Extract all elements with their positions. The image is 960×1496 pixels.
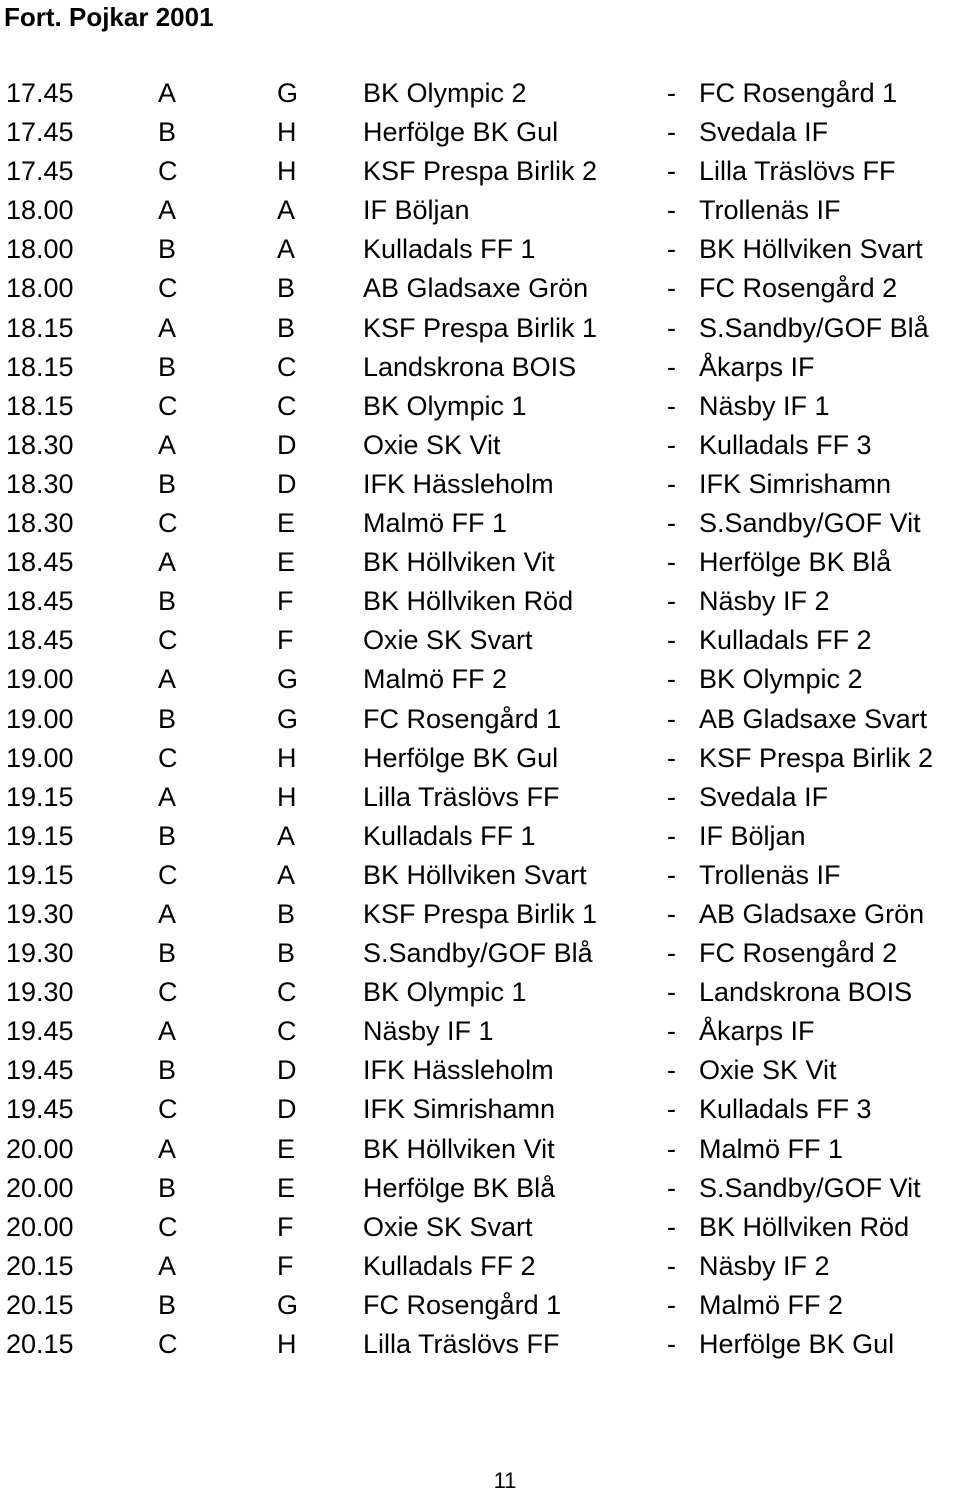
- match-group: F: [277, 586, 294, 617]
- match-separator: -: [667, 195, 676, 226]
- match-away-team: Trollenäs IF: [699, 195, 841, 226]
- match-separator: -: [667, 703, 676, 734]
- match-group: H: [277, 742, 297, 773]
- match-separator: -: [667, 234, 676, 265]
- match-time: 18.30: [6, 468, 74, 499]
- match-home-team: BK Höllviken Svart: [363, 859, 587, 890]
- match-time: 18.00: [6, 234, 74, 265]
- match-time: 19.30: [6, 938, 74, 969]
- match-time: 18.45: [6, 586, 74, 617]
- match-separator: -: [667, 625, 676, 656]
- match-time: 19.15: [6, 781, 74, 812]
- match-row: [0, 856, 960, 895]
- match-away-team: S.Sandby/GOF Blå: [699, 312, 929, 343]
- match-row: [0, 426, 960, 465]
- match-separator: -: [667, 742, 676, 773]
- match-field: B: [158, 938, 177, 969]
- match-away-team: Kulladals FF 3: [699, 1094, 872, 1125]
- match-away-team: Åkarps IF: [699, 1016, 815, 1047]
- match-field: C: [158, 508, 178, 539]
- match-field: B: [158, 468, 177, 499]
- match-field: A: [158, 1133, 177, 1164]
- match-home-team: FC Rosengård 1: [363, 1289, 562, 1320]
- match-group: B: [277, 312, 296, 343]
- match-away-team: Näsby IF 2: [699, 586, 830, 617]
- match-field: B: [158, 117, 177, 148]
- match-away-team: Näsby IF 2: [699, 1250, 830, 1281]
- match-away-team: IFK Simrishamn: [699, 468, 892, 499]
- match-away-team: FC Rosengård 1: [699, 78, 898, 108]
- match-field: A: [158, 429, 177, 460]
- match-row: [0, 1169, 960, 1208]
- match-group: G: [277, 703, 299, 734]
- match-time: 20.15: [6, 1329, 74, 1359]
- match-group: C: [277, 977, 297, 1008]
- match-row: [0, 387, 960, 426]
- match-home-team: BK Olympic 1: [363, 977, 527, 1008]
- match-row: [0, 1012, 960, 1051]
- match-field: C: [158, 1211, 178, 1242]
- match-field: C: [158, 156, 178, 187]
- match-separator: -: [667, 586, 676, 617]
- match-row: [0, 543, 960, 582]
- match-field: A: [158, 195, 177, 226]
- match-field: B: [158, 1172, 177, 1203]
- match-field: C: [158, 742, 178, 773]
- match-home-team: Näsby IF 1: [363, 1016, 494, 1047]
- match-away-team: AB Gladsaxe Grön: [699, 898, 925, 929]
- match-group: B: [277, 273, 296, 304]
- match-field: B: [158, 586, 177, 617]
- match-home-team: Kulladals FF 1: [363, 820, 536, 851]
- match-home-team: BK Höllviken Röd: [363, 586, 574, 617]
- match-away-team: Trollenäs IF: [699, 859, 841, 890]
- match-group: C: [277, 351, 297, 382]
- match-group: B: [277, 938, 296, 969]
- match-separator: -: [667, 351, 676, 382]
- match-away-team: Lilla Träslövs FF: [699, 156, 896, 187]
- match-group: H: [277, 156, 297, 187]
- match-separator: -: [667, 781, 676, 812]
- match-time: 19.00: [6, 742, 74, 773]
- match-home-team: AB Gladsaxe Grön: [363, 273, 589, 304]
- match-row: [0, 504, 960, 543]
- match-row: [0, 269, 960, 308]
- match-row: [0, 1286, 960, 1325]
- match-home-team: IFK Simrishamn: [363, 1094, 556, 1125]
- match-separator: -: [667, 1329, 676, 1359]
- match-field: A: [158, 312, 177, 343]
- match-time: 20.00: [6, 1211, 74, 1242]
- match-home-team: Herfölge BK Gul: [363, 117, 559, 148]
- match-row: [0, 817, 960, 856]
- match-time: 19.15: [6, 859, 74, 890]
- match-row: [0, 778, 960, 817]
- match-group: A: [277, 234, 296, 265]
- match-separator: -: [667, 977, 676, 1008]
- match-home-team: IF Böljan: [363, 195, 470, 226]
- match-time: 18.45: [6, 547, 74, 578]
- match-field: A: [158, 781, 177, 812]
- match-time: 19.15: [6, 820, 74, 851]
- match-time: 18.15: [6, 390, 74, 421]
- match-away-team: Kulladals FF 2: [699, 625, 872, 656]
- match-separator: -: [667, 1055, 676, 1086]
- match-home-team: IFK Hässleholm: [363, 1055, 554, 1086]
- match-away-team: BK Olympic 2: [699, 664, 863, 695]
- match-separator: -: [667, 547, 676, 578]
- match-row: [0, 1090, 960, 1129]
- match-field: A: [158, 664, 177, 695]
- match-home-team: Kulladals FF 1: [363, 234, 536, 265]
- match-field: B: [158, 1055, 177, 1086]
- match-row: [0, 191, 960, 230]
- match-home-team: Landskrona BOIS: [363, 351, 577, 382]
- match-away-team: FC Rosengård 2: [699, 273, 898, 304]
- match-time: 19.45: [6, 1016, 74, 1047]
- match-home-team: Kulladals FF 2: [363, 1250, 536, 1281]
- match-away-team: Näsby IF 1: [699, 390, 830, 421]
- match-field: C: [158, 390, 178, 421]
- match-time: 18.15: [6, 312, 74, 343]
- match-field: C: [158, 1329, 178, 1359]
- match-time: 18.30: [6, 429, 74, 460]
- match-field: C: [158, 625, 178, 656]
- match-field: A: [158, 78, 177, 108]
- match-away-team: Malmö FF 1: [699, 1133, 844, 1164]
- match-row: [0, 582, 960, 621]
- match-away-team: Kulladals FF 3: [699, 429, 872, 460]
- match-group: A: [277, 820, 296, 851]
- match-field: B: [158, 351, 177, 382]
- match-home-team: BK Höllviken Vit: [363, 1133, 555, 1164]
- match-time: 20.00: [6, 1133, 74, 1164]
- match-row: [0, 621, 960, 660]
- match-time: 20.15: [6, 1250, 74, 1281]
- match-home-team: Herfölge BK Gul: [363, 742, 559, 773]
- match-time: 19.45: [6, 1055, 74, 1086]
- match-home-team: KSF Prespa Birlik 1: [363, 312, 598, 343]
- match-time: 19.30: [6, 898, 74, 929]
- match-time: 18.00: [6, 195, 74, 226]
- match-group: H: [277, 1329, 297, 1359]
- page-number: 11: [493, 1468, 517, 1493]
- match-away-team: Herfölge BK Blå: [699, 547, 892, 578]
- match-separator: -: [667, 508, 676, 539]
- match-separator: -: [667, 78, 676, 108]
- match-group: E: [277, 1172, 296, 1203]
- match-home-team: FC Rosengård 1: [363, 703, 562, 734]
- match-separator: -: [667, 1016, 676, 1047]
- match-away-team: KSF Prespa Birlik 2: [699, 742, 934, 773]
- match-row: [0, 660, 960, 699]
- match-separator: -: [667, 1289, 676, 1320]
- match-row: [0, 1208, 960, 1247]
- match-away-team: AB Gladsaxe Svart: [699, 703, 928, 734]
- match-time: 18.15: [6, 351, 74, 382]
- match-group: F: [277, 625, 294, 656]
- match-group: D: [277, 1055, 297, 1086]
- match-field: B: [158, 234, 177, 265]
- match-time: 19.00: [6, 703, 74, 734]
- match-time: 17.45: [6, 78, 74, 108]
- match-schedule: [0, 74, 960, 1364]
- match-group: G: [277, 78, 299, 108]
- match-away-team: BK Höllviken Röd: [699, 1211, 910, 1242]
- match-home-team: S.Sandby/GOF Blå: [363, 938, 593, 969]
- match-row: [0, 1325, 960, 1364]
- match-field: C: [158, 859, 178, 890]
- match-away-team: FC Rosengård 2: [699, 938, 898, 969]
- match-separator: -: [667, 156, 676, 187]
- match-group: F: [277, 1250, 294, 1281]
- match-time: 17.45: [6, 117, 74, 148]
- match-away-team: Åkarps IF: [699, 351, 815, 382]
- match-group: E: [277, 547, 296, 578]
- match-away-team: Oxie SK Vit: [699, 1055, 837, 1086]
- match-home-team: Malmö FF 2: [363, 664, 508, 695]
- match-home-team: Malmö FF 1: [363, 508, 508, 539]
- match-row: [0, 152, 960, 191]
- match-field: A: [158, 1250, 177, 1281]
- match-group: B: [277, 898, 296, 929]
- match-separator: -: [667, 898, 676, 929]
- match-separator: -: [667, 1133, 676, 1164]
- match-separator: -: [667, 938, 676, 969]
- match-separator: -: [667, 273, 676, 304]
- match-time: 19.45: [6, 1094, 74, 1125]
- match-field: B: [158, 820, 177, 851]
- match-home-team: Herfölge BK Blå: [363, 1172, 556, 1203]
- match-row: [0, 739, 960, 778]
- match-field: C: [158, 273, 178, 304]
- match-group: D: [277, 468, 297, 499]
- match-field: C: [158, 1094, 178, 1125]
- match-row: [0, 1051, 960, 1090]
- match-time: 17.45: [6, 156, 74, 187]
- match-time: 18.45: [6, 625, 74, 656]
- match-time: 19.00: [6, 664, 74, 695]
- match-field: A: [158, 547, 177, 578]
- match-time: 18.30: [6, 508, 74, 539]
- match-home-team: Oxie SK Vit: [363, 429, 501, 460]
- match-group: D: [277, 1094, 297, 1125]
- match-separator: -: [667, 429, 676, 460]
- match-separator: -: [667, 664, 676, 695]
- match-separator: -: [667, 859, 676, 890]
- match-separator: -: [667, 1211, 676, 1242]
- match-time: 18.00: [6, 273, 74, 304]
- match-row: [0, 895, 960, 934]
- match-group: G: [277, 664, 299, 695]
- match-row: [0, 348, 960, 387]
- match-home-team: KSF Prespa Birlik 2: [363, 156, 598, 187]
- match-row: [0, 74, 960, 113]
- match-away-team: Svedala IF: [699, 117, 829, 148]
- page-title: Fort. Pojkar 2001: [4, 2, 214, 32]
- match-field: B: [158, 703, 177, 734]
- match-row: [0, 230, 960, 269]
- match-group: C: [277, 390, 297, 421]
- match-separator: -: [667, 468, 676, 499]
- match-away-team: Malmö FF 2: [699, 1289, 844, 1320]
- match-away-team: S.Sandby/GOF Vit: [699, 508, 921, 539]
- match-row: [0, 1130, 960, 1169]
- match-home-team: Oxie SK Svart: [363, 625, 533, 656]
- match-group: H: [277, 117, 297, 148]
- match-group: A: [277, 859, 296, 890]
- match-group: H: [277, 781, 297, 812]
- match-row: [0, 309, 960, 348]
- match-away-team: S.Sandby/GOF Vit: [699, 1172, 921, 1203]
- match-field: A: [158, 898, 177, 929]
- match-away-team: Landskrona BOIS: [699, 977, 913, 1008]
- match-separator: -: [667, 1094, 676, 1125]
- match-group: C: [277, 1016, 297, 1047]
- match-home-team: BK Olympic 1: [363, 390, 527, 421]
- match-group: E: [277, 508, 296, 539]
- match-separator: -: [667, 390, 676, 421]
- match-row: [0, 465, 960, 504]
- match-away-team: BK Höllviken Svart: [699, 234, 923, 265]
- match-group: F: [277, 1211, 294, 1242]
- match-separator: -: [667, 117, 676, 148]
- match-row: [0, 1247, 960, 1286]
- match-time: 19.30: [6, 977, 74, 1008]
- match-group: A: [277, 195, 296, 226]
- match-separator: -: [667, 820, 676, 851]
- match-field: B: [158, 1289, 177, 1320]
- match-separator: -: [667, 1250, 676, 1281]
- match-time: 20.00: [6, 1172, 74, 1203]
- match-away-team: IF Böljan: [699, 820, 806, 851]
- match-row: [0, 113, 960, 152]
- match-row: [0, 934, 960, 973]
- match-separator: -: [667, 1172, 676, 1203]
- match-home-team: Oxie SK Svart: [363, 1211, 533, 1242]
- match-time: 20.15: [6, 1289, 74, 1320]
- match-home-team: Lilla Träslövs FF: [363, 1329, 560, 1359]
- match-field: C: [158, 977, 178, 1008]
- match-home-team: Lilla Träslövs FF: [363, 781, 560, 812]
- match-home-team: IFK Hässleholm: [363, 468, 554, 499]
- match-field: A: [158, 1016, 177, 1047]
- match-home-team: KSF Prespa Birlik 1: [363, 898, 598, 929]
- match-away-team: Svedala IF: [699, 781, 829, 812]
- match-row: [0, 973, 960, 1012]
- match-group: E: [277, 1133, 296, 1164]
- match-row: [0, 700, 960, 739]
- match-away-team: Herfölge BK Gul: [699, 1329, 895, 1359]
- match-home-team: BK Olympic 2: [363, 78, 527, 108]
- match-separator: -: [667, 312, 676, 343]
- match-home-team: BK Höllviken Vit: [363, 547, 555, 578]
- match-group: G: [277, 1289, 299, 1320]
- match-group: D: [277, 429, 297, 460]
